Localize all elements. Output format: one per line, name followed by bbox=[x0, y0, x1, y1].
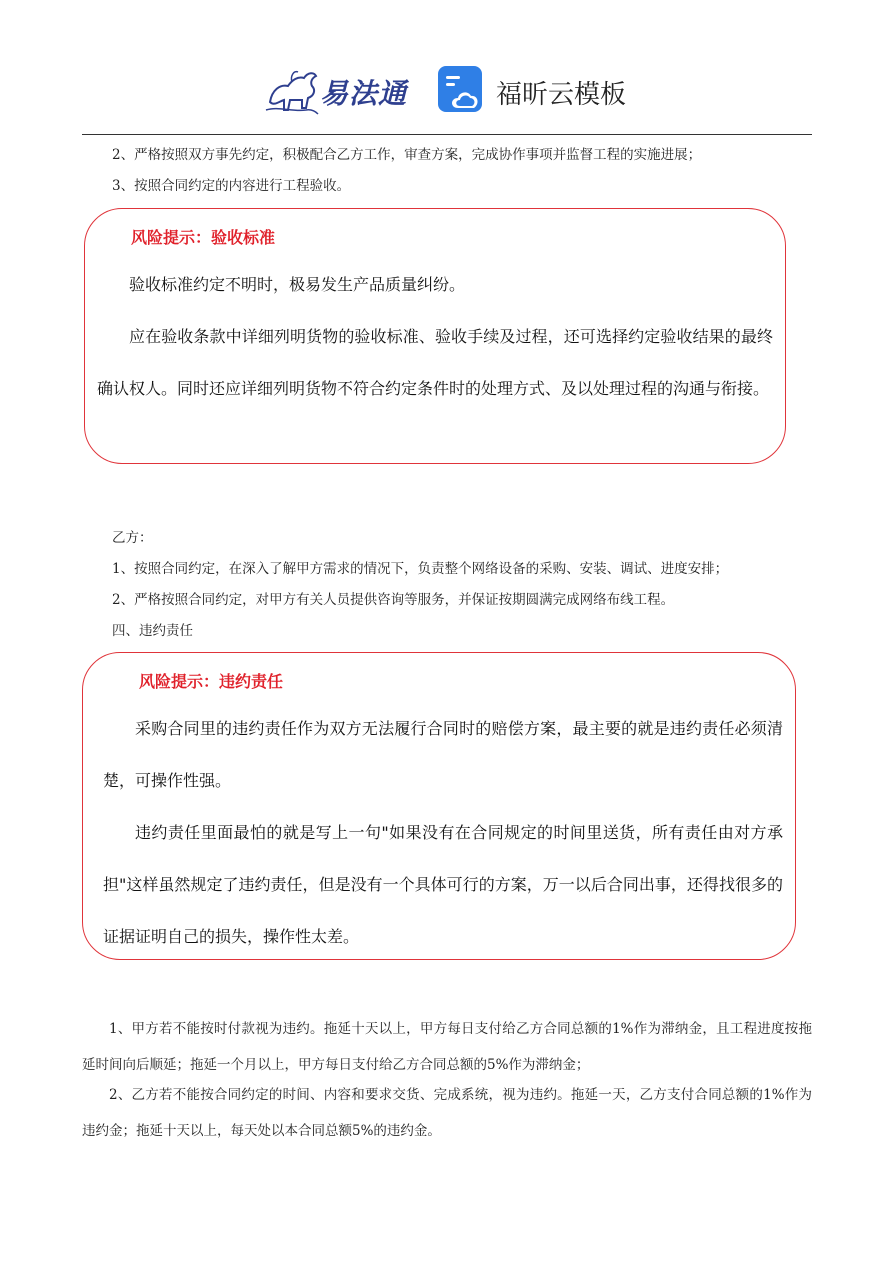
risk-paragraph: 应在验收条款中详细列明货物的验收标准、验收手续及过程，还可选择约定验收结果的最终确认权人。同时还应详细列明货物不符合约定条件时的处理方式、及以处理过程的沟通与衔接。 bbox=[97, 327, 773, 398]
party-b-item-1: 1、按照合同约定，在深入了解甲方需求的情况下，负责整个网络设备的采购、安装、调试、进度安排； bbox=[112, 561, 729, 577]
logo1-text: 易法通 bbox=[320, 77, 408, 110]
risk-box-acceptance bbox=[84, 208, 786, 464]
breach-clause-2: 2、乙方若不能按合同约定的时间、内容和要求交货、完成系统，视为违约。拖延一天，乙方支付合同总额的1%作为违约金；拖延十天以上，每天处以本合同总额5%的违约金。 bbox=[82, 1087, 812, 1139]
party-a-item-2: 2、严格按照双方事先约定，积极配合乙方工作，审查方案，完成协作事项并监督工程的实施进展； bbox=[112, 147, 702, 163]
yifatong-logo bbox=[262, 62, 412, 118]
breach-clause-1: 1、甲方若不能按时付款视为违约。拖延十天以上，甲方每日支付给乙方合同总额的1%作为滞纳金，且工程进度按拖延时间向后顺延；拖延一个月以上，甲方每日支付给乙方合同总额的5%作为滞纳金； bbox=[82, 1021, 812, 1073]
risk-box-breach bbox=[82, 652, 796, 960]
risk-title: 风险提示：违约责任 bbox=[139, 672, 284, 691]
risk-title: 风险提示：验收标准 bbox=[131, 228, 276, 247]
foxit-template-logo bbox=[436, 64, 636, 118]
header-divider bbox=[82, 134, 812, 135]
qilin-icon bbox=[262, 62, 322, 118]
risk-paragraph: 采购合同里的违约责任作为双方无法履行合同时的赔偿方案，最主要的就是违约责任必须清楚，可操作性强。 bbox=[103, 719, 783, 790]
party-b-label: 乙方： bbox=[112, 530, 153, 546]
party-a-item-3: 3、按照合同约定的内容进行工程验收。 bbox=[112, 178, 351, 194]
risk-paragraph: 违约责任里面最怕的就是写上一句"如果没有在合同规定的时间里送货，所有责任由对方承担"这样虽然规定了违约责任，但是没有一个具体可行的方案，万一以后合同出事，还得找很多的证据证明自己的损失，操作性太差。 bbox=[103, 823, 783, 946]
risk-paragraph: 验收标准约定不明时，极易发生产品质量纠纷。 bbox=[129, 275, 466, 294]
party-b-item-2: 2、严格按照合同约定，对甲方有关人员提供咨询等服务，并保证按期圆满完成网络布线工程。 bbox=[112, 592, 675, 608]
cloud-document-icon bbox=[436, 64, 486, 114]
logo2-text: 福昕云模板 bbox=[496, 80, 627, 110]
section-heading: 四、违约责任 bbox=[112, 623, 193, 639]
page-header bbox=[0, 60, 893, 120]
